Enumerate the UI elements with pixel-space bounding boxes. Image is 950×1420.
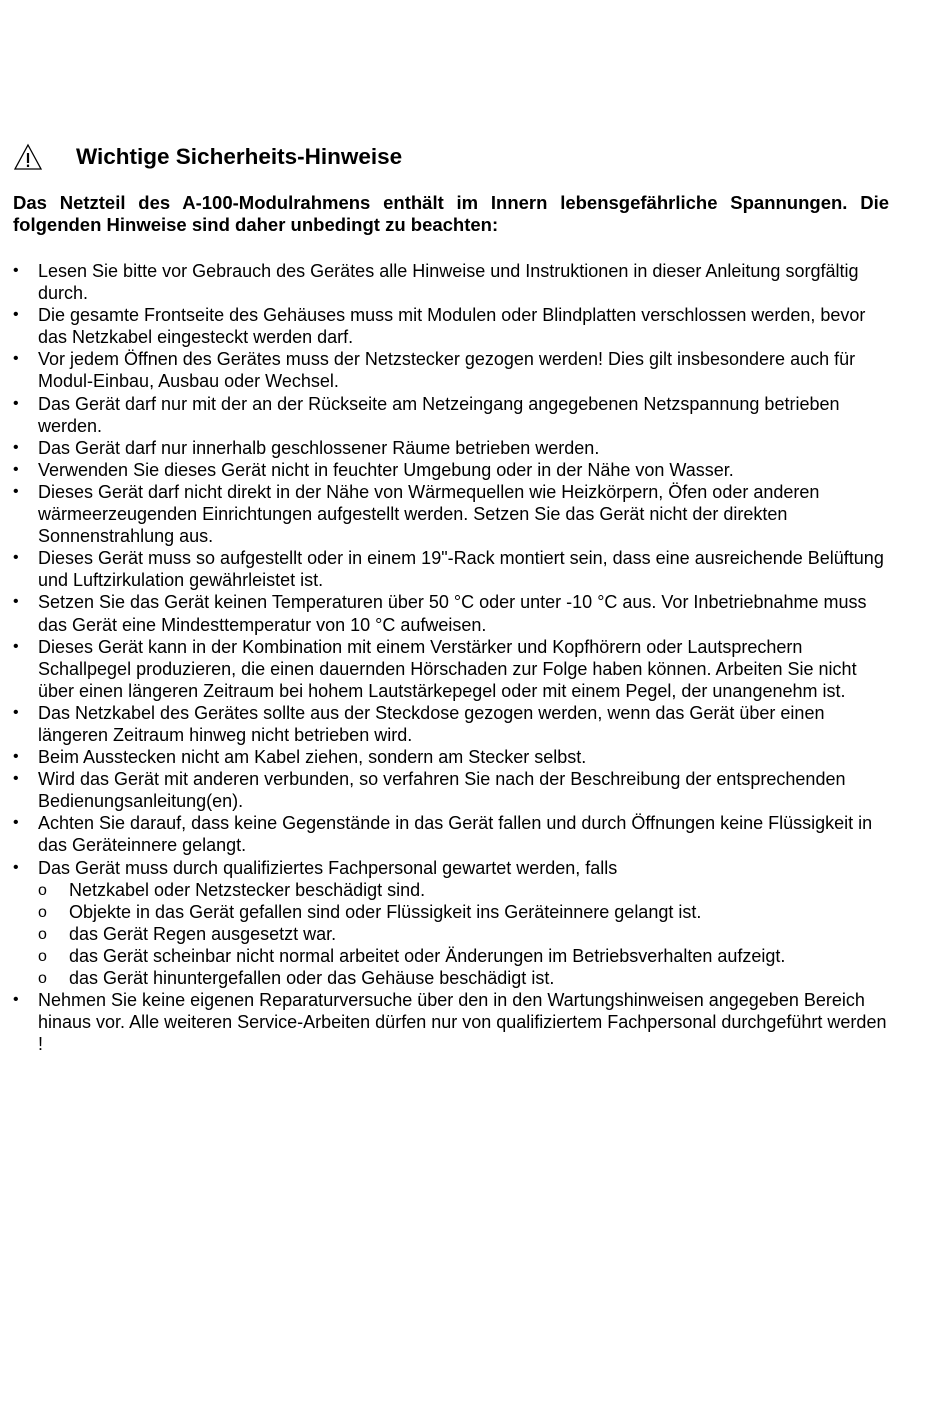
list-item-text: Das Gerät darf nur innerhalb geschlossener Räume betrieben werden.	[38, 437, 600, 458]
bullet-icon: •	[13, 482, 19, 500]
list-item	[13, 702, 893, 746]
list-item	[13, 260, 893, 304]
list-item	[13, 459, 893, 481]
list-item	[13, 636, 893, 702]
sub-bullet-icon: o	[38, 903, 47, 921]
list-item	[13, 304, 893, 348]
list-item-text: Vor jedem Öffnen des Gerätes muss der Netzstecker gezogen werden! Dies gilt insbesondere auch für Modul-Einbau, Ausbau oder Wechsel.	[38, 349, 856, 392]
list-item-text: Setzen Sie das Gerät keinen Temperaturen über 50 °C oder unter -10 °C aus. Vor Inbetriebnahme muss das Gerät eine Mindesttemperatur von 10 °C aufweisen.	[38, 592, 867, 635]
list-item-text: Die gesamte Frontseite des Gehäuses muss mit Modulen oder Blindplatten verschlossen werden, bevor das Netzkabel eingesteckt werden darf.	[38, 305, 866, 348]
list-item	[13, 348, 893, 392]
list-item	[13, 547, 893, 591]
service-conditions-list	[38, 879, 893, 989]
list-item	[13, 768, 893, 812]
list-item	[13, 812, 893, 856]
bullet-icon: •	[13, 593, 19, 611]
bullet-icon: •	[13, 350, 19, 368]
intro-paragraph: Das Netzteil des A-100-Modulrahmens enthält im Innern lebensgefährliche Spannungen. Die folgenden Hinweise sind daher unbedingt zu beachten:	[13, 192, 889, 235]
list-item-text: Dieses Gerät muss so aufgestellt oder in einem 19"-Rack montiert sein, dass eine ausreichende Belüftung und Luftzirkulation gewährleistet ist.	[38, 548, 884, 591]
list-item-text: Wird das Gerät mit anderen verbunden, so verfahren Sie nach der Beschreibung der entsprechenden Bedienungsanleitung(en).	[38, 769, 846, 812]
sub-list-item-text: Objekte in das Gerät gefallen sind oder Flüssigkeit ins Geräteinnere gelangt ist.	[69, 901, 702, 922]
bullet-icon: •	[13, 549, 19, 567]
safety-list	[13, 260, 893, 1055]
bullet-icon: •	[13, 306, 19, 324]
list-item	[13, 437, 893, 459]
list-item-text: Beim Ausstecken nicht am Kabel ziehen, sondern am Stecker selbst.	[38, 747, 587, 768]
list-item	[13, 591, 893, 635]
sub-list-item-text: Netzkabel oder Netzstecker beschädigt sind.	[69, 879, 426, 900]
list-item-text: Lesen Sie bitte vor Gebrauch des Gerätes alle Hinweise und Instruktionen in dieser Anleitung sorgfältig durch.	[38, 261, 859, 304]
sub-list-item	[38, 923, 893, 945]
sub-list-item	[38, 967, 893, 989]
safety-notes-page	[13, 140, 893, 1055]
sub-bullet-icon: o	[38, 925, 47, 943]
list-item-text: Nehmen Sie keine eigenen Reparaturversuche über den in den Wartungshinweisen angegeben Bereich hinaus vor. Alle weiteren Service-Arbeiten dürfen nur von qualifiziertem Fachpersonal durchgeführt werden !	[38, 990, 887, 1055]
list-item	[13, 989, 893, 1055]
list-item-text: Verwenden Sie dieses Gerät nicht in feuchter Umgebung oder in der Nähe von Wasser.	[38, 459, 734, 480]
list-item-text: Das Gerät darf nur mit der an der Rückseite am Netzeingang angegebenen Netzspannung betrieben werden.	[38, 393, 840, 436]
sub-list-item-text: das Gerät hinuntergefallen oder das Gehäuse beschädigt ist.	[69, 968, 555, 988]
bullet-icon: •	[13, 814, 19, 832]
sub-bullet-icon: o	[38, 947, 47, 965]
bullet-icon: •	[13, 262, 19, 279]
page-title: Wichtige Sicherheits-Hinweise	[76, 144, 403, 169]
list-item-service	[13, 857, 893, 990]
bullet-icon: •	[13, 637, 19, 655]
list-item-text: Achten Sie darauf, dass keine Gegenstände in das Gerät fallen und durch Öffnungen keine Flüssigkeit in das Geräteinnere gelangt.	[38, 813, 873, 856]
sub-list-item	[38, 901, 893, 923]
bullet-icon: •	[13, 991, 19, 1009]
bullet-icon: •	[13, 858, 19, 876]
bullet-icon: •	[13, 703, 19, 721]
section-heading	[13, 140, 893, 174]
sub-bullet-icon: o	[38, 970, 47, 987]
list-item	[13, 481, 893, 547]
sub-list-item-text: das Gerät scheinbar nicht normal arbeitet oder Änderungen im Betriebsverhalten aufzeigt.	[69, 945, 786, 966]
sub-bullet-icon: o	[38, 881, 47, 899]
sub-list-item	[38, 945, 893, 967]
list-item-text: Das Netzkabel des Gerätes sollte aus der Steckdose gezogen werden, wenn das Gerät über einen längeren Zeitraum hinweg nicht betrieben wird.	[38, 702, 825, 745]
bullet-icon: •	[13, 770, 19, 788]
bullet-icon: •	[13, 748, 19, 766]
bullet-icon: •	[13, 460, 19, 478]
sub-list-item	[38, 879, 893, 901]
list-item-text: Das Gerät muss durch qualifiziertes Fachpersonal gewartet werden, falls	[38, 857, 618, 878]
list-item-text: Dieses Gerät darf nicht direkt in der Nähe von Wärmequellen wie Heizkörpern, Öfen oder anderen wärmeerzeugenden Einrichtungen aufgestellt werden. Setzen Sie das Gerät nicht der direkten Sonnenstrahlung aus.	[38, 481, 820, 547]
sub-list-item-text: das Gerät Regen ausgesetzt war.	[69, 923, 337, 944]
warning-triangle-icon	[13, 143, 43, 171]
list-item-text: Dieses Gerät kann in der Kombination mit einem Verstärker und Kopfhörern oder Lautsprechern Schallpegel produzieren, die einen dauernden Hörschaden zur Folge haben können. Arbeiten Sie nicht über einen längeren Zeitraum bei hohem Lautstärkepegel oder mit einem Pegel, der unangenehm ist.	[38, 636, 857, 701]
list-item	[13, 393, 893, 437]
bullet-icon: •	[13, 394, 19, 412]
bullet-icon: •	[13, 438, 19, 456]
list-item	[13, 746, 893, 768]
